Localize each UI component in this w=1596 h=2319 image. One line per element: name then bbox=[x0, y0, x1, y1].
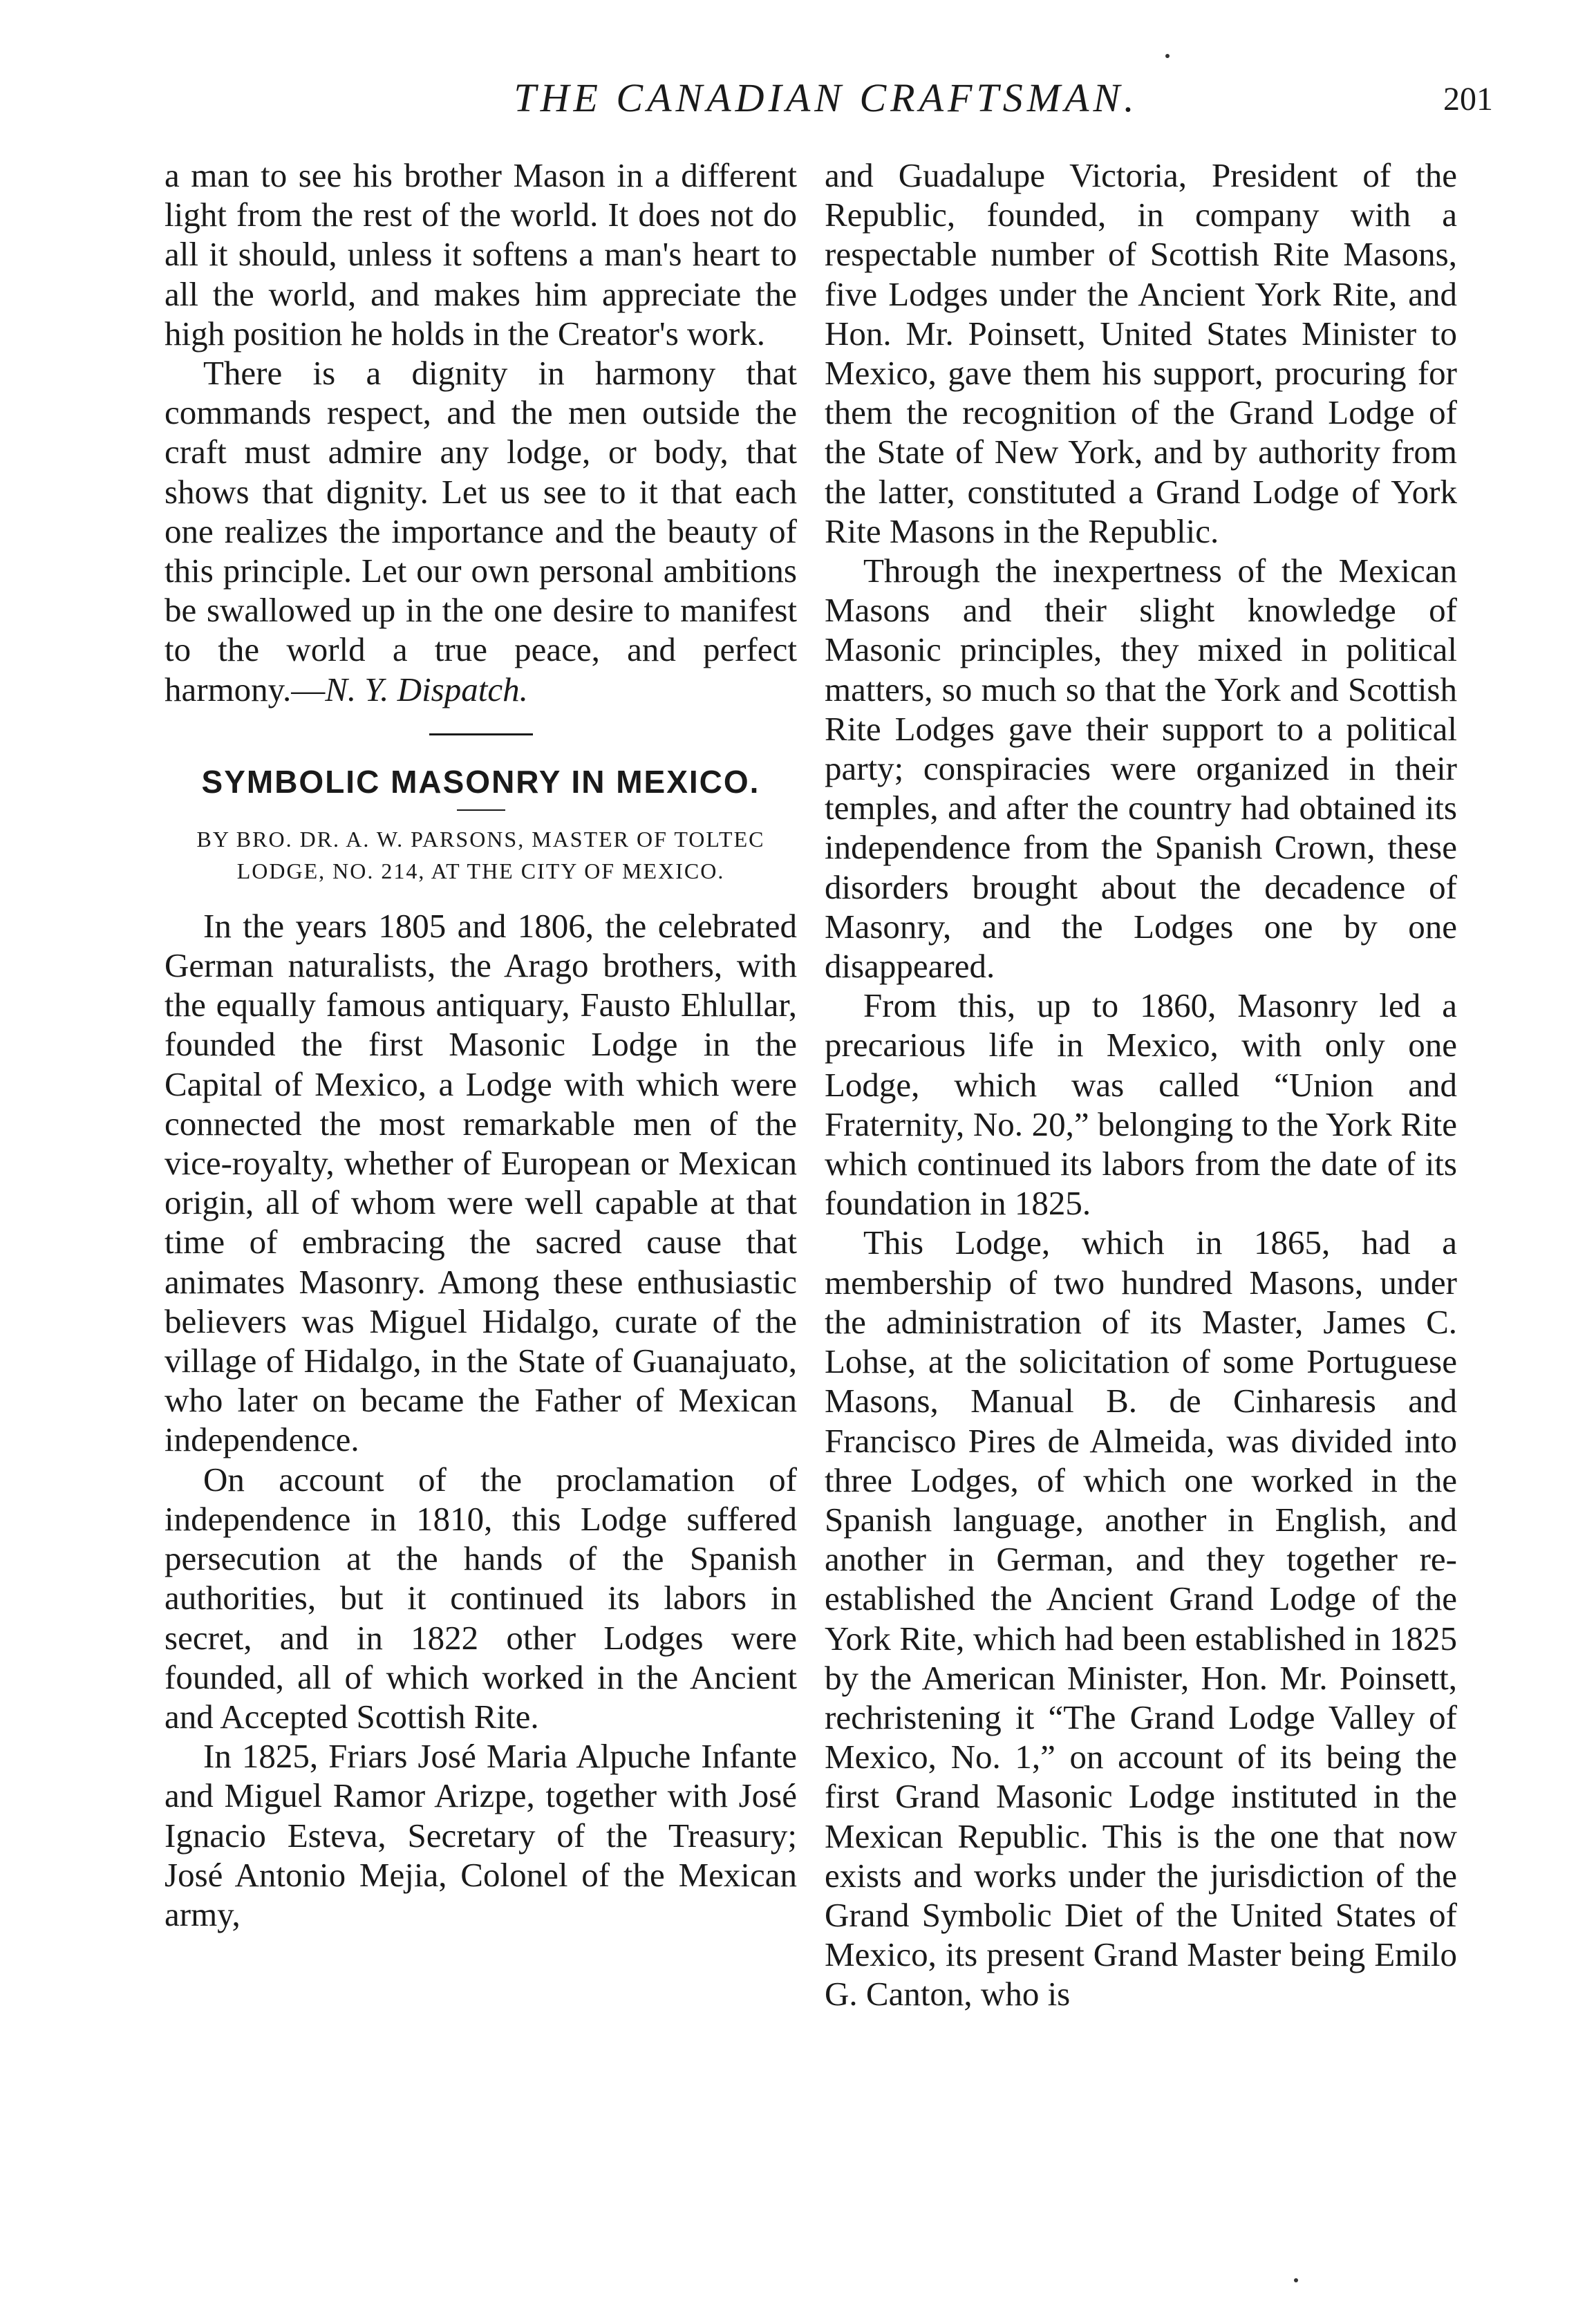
section-divider bbox=[429, 733, 533, 735]
page-header bbox=[159, 75, 1493, 137]
running-title: THE CANADIAN CRAFTSMAN. bbox=[514, 75, 1138, 120]
paragraph bbox=[165, 353, 797, 709]
article-byline: BY BRO. DR. A. W. PARSONS, MASTER OF TOLTEC LODGE, NO. 214, AT THE CITY OF MEXICO. bbox=[196, 826, 765, 883]
paragraph: On account of the proclamation of independence in 1810, this Lodge suffered persecution at the hands of the Spanish authorities, but it continued its labors in secret, and in 1822 other Lodges were founded, all of which worked in the Ancient and Accepted Scottish Rite. bbox=[165, 1460, 797, 1736]
print-speck bbox=[1294, 2278, 1298, 2282]
paragraph: In the years 1805 and 1806, the celebrated German naturalists, the Arago brothers, with the equally famous antiquary, Fausto Ehlullar, founded the first Masonic Lodge in the Capital of Mexico, a Lodge with which were connected the most remarkable men of the vice-royalty, whether of European or Mexican origin, all of whom were well capable at that time of embracing the sacred cause that animates Masonry. Among these enthusiastic believers was Miguel Hidalgo, curate of the village of Hidalgo, in the State of Guanajuato, who later on became the Father of Mexican independence. bbox=[165, 906, 797, 1459]
paragraph: From this, up to 1860, Masonry led a precarious life in Mexico, with only one Lodge, which was called “Union and Fraternity, No. 20,” belonging to the York Rite which continued its labors from the date of its foundation in 1825. bbox=[825, 986, 1457, 1223]
print-speck bbox=[1165, 54, 1170, 58]
paragraph: Through the inexpertness of the Mexican Masons and their slight knowledge of Masonic principles, they mixed in political matters, so much so that the York and Scottish Rite Lodges gave their support to a political party; conspiracies were organized in their temples, and after the country had obtained its independence from the Spanish Crown, these disorders brought about the decadence of Masonry, and the Lodges one by one disappeared. bbox=[825, 552, 1457, 986]
article-title: SYMBOLIC MASONRY IN MEXICO. bbox=[201, 763, 760, 800]
citation: N. Y. Dispatch. bbox=[325, 670, 528, 708]
paragraph: In 1825, Friars José Maria Alpuche Infante and Miguel Ramor Arizpe, together with José Ignacio Esteva, Secretary of the Treasury; José Antonio Mejia, Colonel of the Mexican army, bbox=[165, 1737, 797, 1933]
paragraph: and Guadalupe Victoria, President of the Republic, founded, in company with a respectable number of Scottish Rite Masons, five Lodges under the Ancient York Rite, and Hon. Mr. Poinsett, United States Minister to Mexico, gave them his support, procuring for them the recognition of the Grand Lodge of the State of New York, and by authority from the latter, constituted a Grand Lodge of York Rite Masons in the Republic. bbox=[825, 156, 1457, 550]
right-column bbox=[825, 156, 1457, 2014]
paragraph: a man to see his brother Mason in a different light from the rest of the world. It does not do all it should, unless it softens a man's heart to all the world, and makes him appreciate the high position he holds in the Creator's work. bbox=[165, 156, 797, 353]
paragraph: This Lodge, which in 1865, had a membership of two hundred Masons, under the administration of its Master, James C. Lohse, at the solicitation of some Portuguese Masons, Manual B. de Cinharesis and Francisco Pires de Almeida, was divided into three Lodges, of which one worked in the Spanish language, another in English, and another in German, and they together re-established the Ancient Grand Lodge of the York Rite, which had been established in 1825 by the American Minister, Hon. Mr. Poinsett, rechristening it “The Grand Lodge Valley of Mexico, No. 1,” on account of its being the first Grand Masonic Lodge instituted in the Mexican Republic. This is the one that now exists and works under the jurisdiction of the Grand Symbolic Diet of the United States of Mexico, its present Grand Master being Emilo G. Canton, who is bbox=[825, 1223, 1457, 2013]
page-number: 201 bbox=[1443, 81, 1493, 118]
paragraph-text: There is a dignity in harmony that commands respect, and the men outside the craft must admire any lodge, or body, that shows that dignity. Let us see to it that each one realizes the importance and the beauty of this principle. Let our own personal ambitions be swallowed up in the one desire to manifest to the world a true peace, and perfect harmony.— bbox=[165, 354, 797, 708]
left-column bbox=[165, 156, 797, 1934]
title-divider bbox=[457, 809, 505, 811]
